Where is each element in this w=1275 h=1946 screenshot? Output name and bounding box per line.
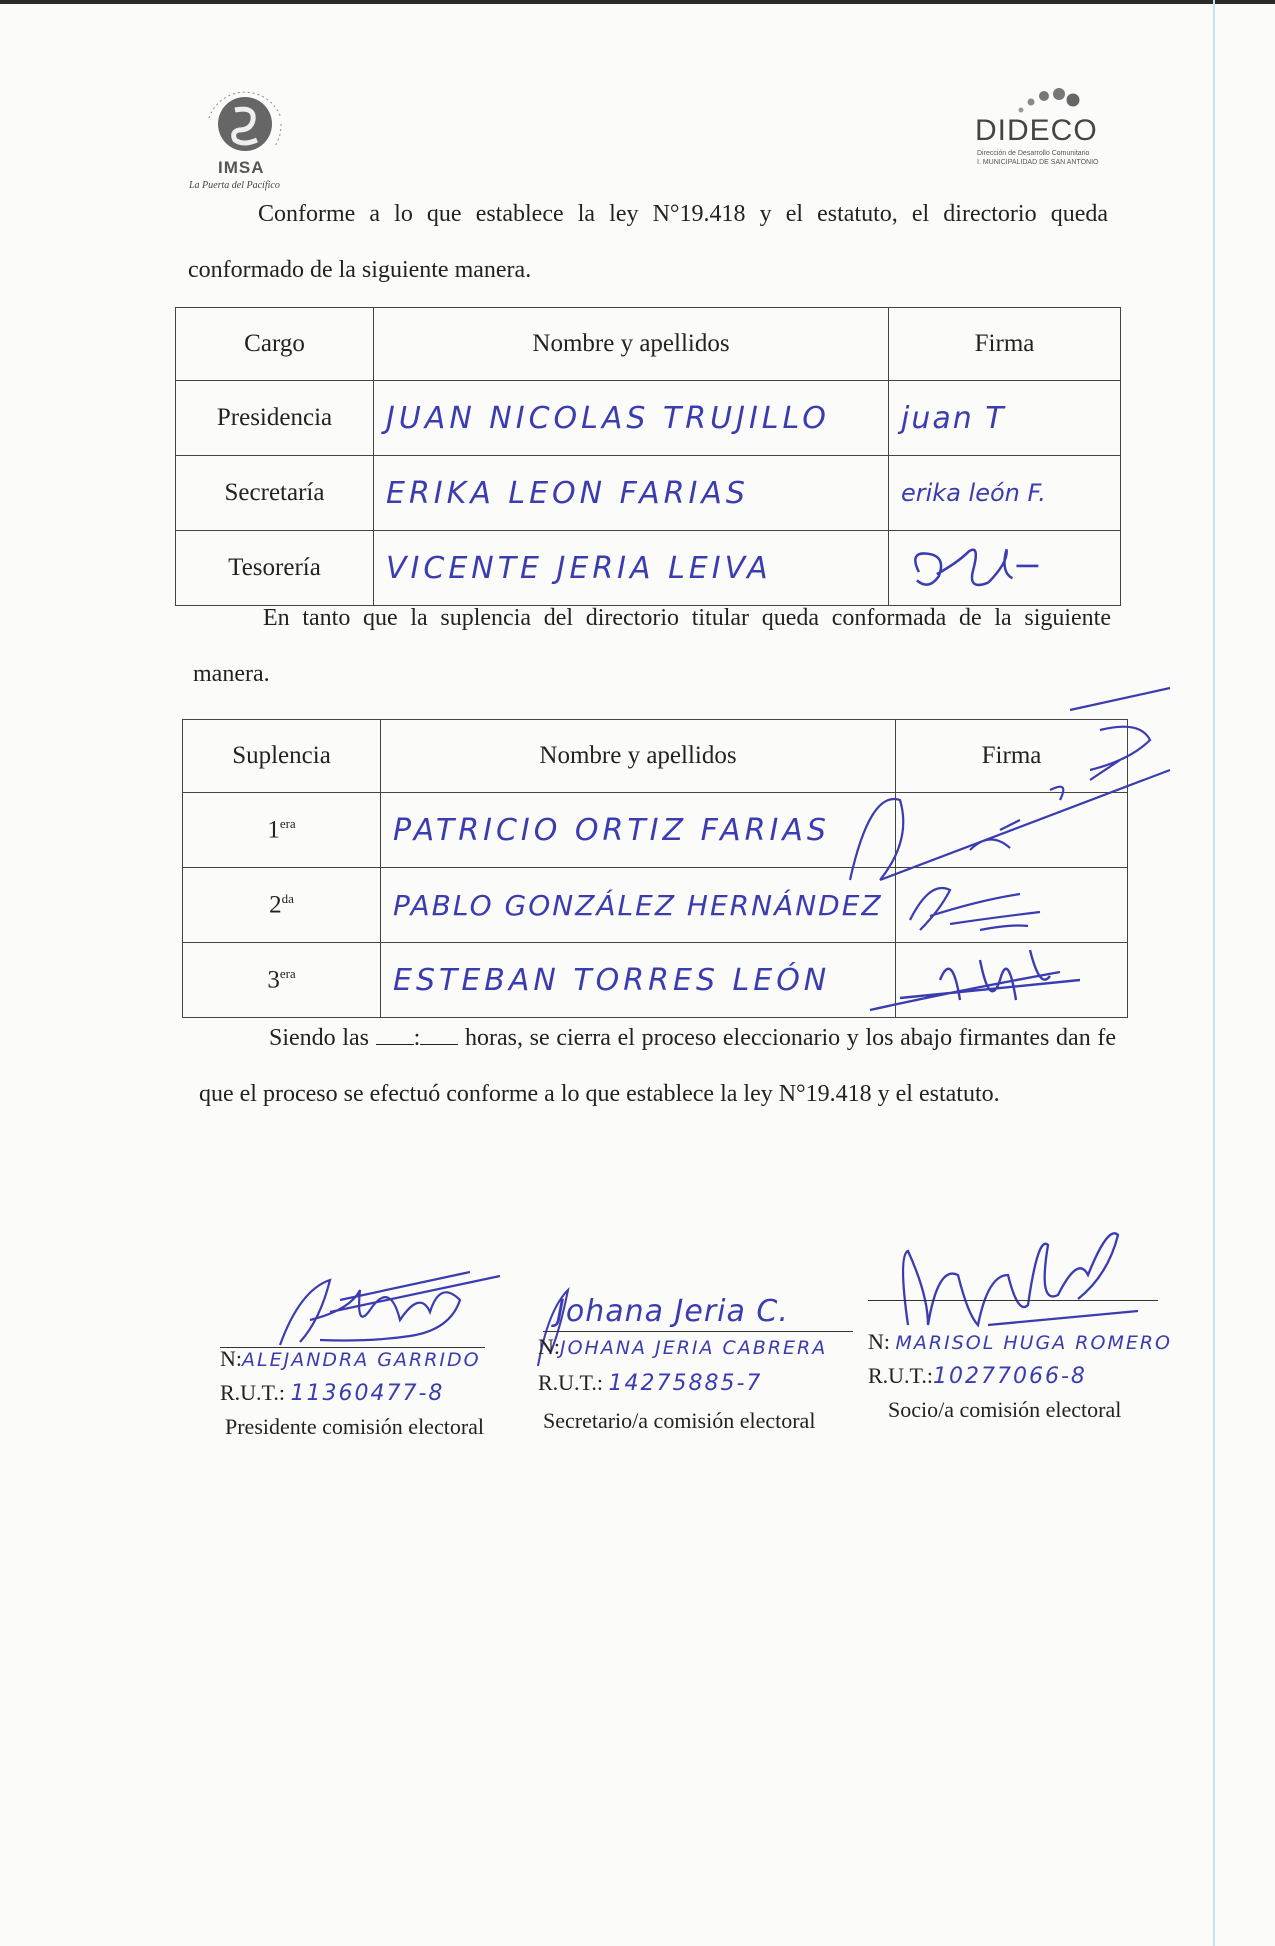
name-row: [868, 1329, 1172, 1355]
imsa-logo: [185, 88, 305, 198]
scan-right-edge: [1213, 0, 1215, 1946]
cierre-text-after: horas, se cierra el proceso eleccionario y los abajo firmantes dan fe que el proceso se efectuó conforme a lo que establece la ley N°19.418 y el estatuto.: [199, 1025, 1117, 1107]
header-firma: Firma: [889, 308, 1121, 381]
suplencia-num-cell: [183, 793, 381, 868]
header-suplencia: Suplencia: [183, 720, 381, 793]
signatory-block: [220, 1230, 520, 1439]
name-value: JOHANA JERIA CABRERA: [560, 1337, 828, 1359]
time-separator: :: [413, 1025, 421, 1051]
rut-value: 14275885-7: [608, 1371, 763, 1396]
ordinal-suffix: era: [279, 815, 296, 831]
name-row: [220, 1346, 481, 1372]
ordinal-number: 2: [269, 891, 282, 919]
signature-line: [543, 1331, 853, 1332]
signatory-block: [538, 1230, 858, 1433]
suplencia-paragraph: En tanto que la suplencia del directorio titular queda conformada de la siguiente manera.: [193, 605, 1111, 687]
imsa-emblem-icon: [195, 88, 295, 158]
dideco-logo: [975, 88, 1125, 168]
rut-row: [220, 1380, 444, 1406]
signature-text: Johana Jeria C.: [556, 1294, 789, 1329]
cargo-cell: Secretaría: [176, 456, 374, 531]
role-label: Socio/a comisión electoral: [888, 1397, 1122, 1422]
cargo-cell: Tesorería: [176, 531, 374, 606]
hour-blank: [376, 1026, 414, 1045]
suplencia-num-cell: [183, 868, 381, 943]
cierre-text-before: Siendo las: [269, 1025, 369, 1051]
header-nombre: Nombre y apellidos: [374, 308, 889, 381]
name-value: MARISOL HUGA ROMERO: [895, 1332, 1173, 1354]
role-label: Secretario/a comisión electoral: [543, 1408, 816, 1433]
role-label: Presidente comisión electoral: [225, 1414, 485, 1439]
signature-scribble: [868, 1215, 1188, 1335]
minute-blank: [420, 1026, 458, 1045]
dideco-subtitle-1: Dirección de Desarrollo Comunitario: [977, 150, 1090, 157]
ordinal-number: 1: [267, 816, 280, 844]
rut-row: [538, 1370, 762, 1396]
name-label: N:: [220, 1346, 242, 1371]
name-row: [538, 1334, 827, 1360]
table-row: [176, 456, 1121, 531]
rut-value: 11360477-8: [290, 1381, 445, 1406]
imsa-tagline: La Puerta del Pacífico: [189, 180, 280, 191]
imsa-wordmark: IMSA: [218, 158, 265, 177]
nombre-cell: PABLO GONZÁLEZ HERNÁNDEZ: [381, 868, 896, 943]
ordinal-suffix: da: [281, 890, 294, 906]
cargo-cell: Presidencia: [176, 381, 374, 456]
intro-paragraph: Conforme a lo que establece la ley N°19.418 y el estatuto, el directorio queda conformado de la siguiente manera.: [188, 201, 1108, 283]
name-label: N:: [538, 1334, 560, 1359]
dideco-subtitle-2: I. MUNICIPALIDAD DE SAN ANTONIO: [977, 159, 1099, 166]
nombre-cell: VICENTE JERIA LEIVA: [374, 531, 889, 606]
ordinal-suffix: era: [279, 965, 296, 981]
name-value: ALEJANDRA GARRIDO: [242, 1349, 481, 1371]
nombre-cell: PATRICIO ORTIZ FARIAS: [381, 793, 896, 868]
rut-label: R.U.T.:: [868, 1363, 933, 1388]
table-row: [176, 381, 1121, 456]
signatory-block: [868, 1215, 1198, 1430]
signature-scribble: [260, 1250, 520, 1360]
rut-row: [868, 1363, 1087, 1389]
signature-line: [868, 1300, 1158, 1301]
header-cargo: Cargo: [176, 308, 374, 381]
header-firma: Firma: [896, 720, 1128, 793]
table-header-row: [176, 308, 1121, 381]
name-label: N:: [868, 1329, 890, 1354]
suplencia-signatures: [840, 680, 1180, 1020]
header-nombre: Nombre y apellidos: [381, 720, 896, 793]
nombre-cell: ESTEBAN TORRES LEÓN: [381, 943, 896, 1018]
firma-cell: erika león F.: [889, 456, 1121, 531]
suplencia-num-cell: [183, 943, 381, 1018]
nombre-cell: ERIKA LEON FARIAS: [374, 456, 889, 531]
firma-cell: juan T: [889, 381, 1121, 456]
nombre-cell: JUAN NICOLAS TRUJILLO: [374, 381, 889, 456]
cierre-paragraph: [199, 1010, 1116, 1122]
rut-label: R.U.T.:: [538, 1370, 603, 1395]
dideco-wordmark: DIDECO: [975, 114, 1098, 147]
rut-value: 10277066-8: [932, 1364, 1087, 1389]
ordinal-number: 3: [267, 966, 280, 994]
directorio-table: [175, 307, 1121, 606]
rut-label: R.U.T.:: [220, 1380, 285, 1405]
scan-top-edge: [0, 0, 1275, 4]
